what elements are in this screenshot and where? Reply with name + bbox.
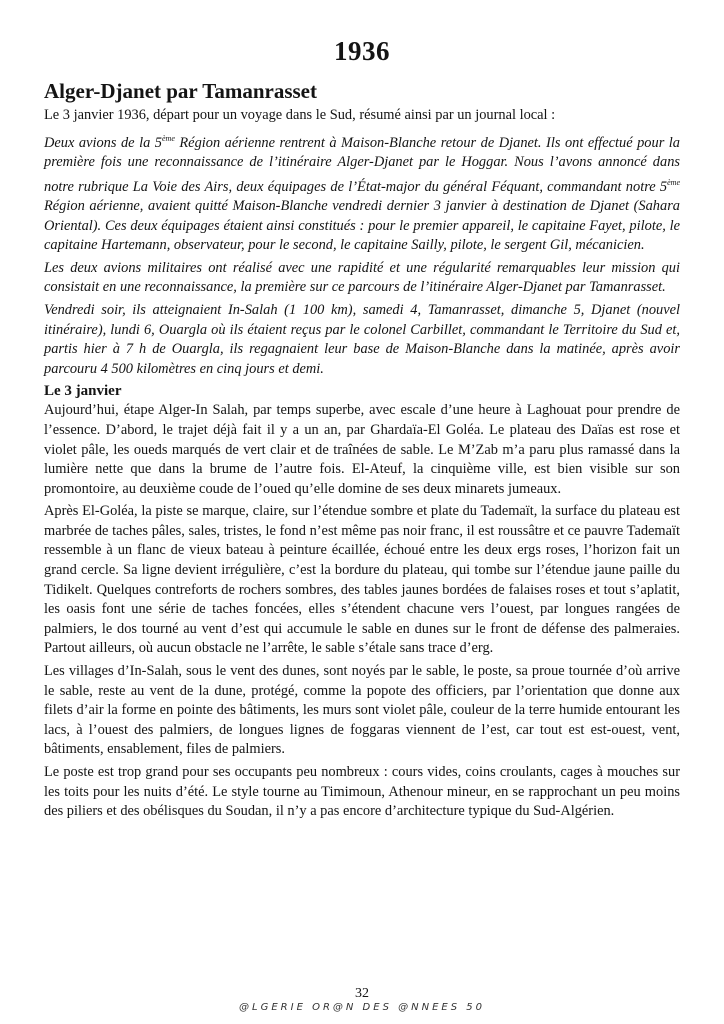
superscript-ordinal: ème bbox=[667, 177, 680, 187]
footer-book-title: @LGERIE OR@N DES @NNEES 50 bbox=[239, 1002, 485, 1013]
journal-quote-paragraph-1 bbox=[44, 129, 680, 256]
diary-paragraph: Les villages d’In-Salah, sous le vent des dunes, sont noyés par le sable, le poste, sa proue tournée d’où arrive le sable, reste au vent de la dune, protégé, comme la popote des officiers, par l’orientation que donne aux filets d’air la forme en pointe des bâtiments, les murs sont violet pâle, couleur de la terre humide entourant les lacs, à l’ouest des palmiers, de longues lignes de foggaras viennent de l’est, car tout est est-ouest, vent, bâtiments, ensablement, files de palmiers. bbox=[44, 663, 680, 758]
quote-text: Région aérienne rentrent à Maison-Blanche retour de Djanet. Ils ont effectué pour la première fois une reconnaissance de l’itinéraire Alger-Djanet par le Hoggar. Nous l’avons annoncé dans notre rubrique La Voie des Airs, deux équipages de l’État-major du général Féquant, commandant notre 5 bbox=[44, 134, 681, 195]
year-title: 1936 bbox=[334, 36, 390, 66]
diary-paragraph: Le poste est trop grand pour ses occupants peu nombreux : cours vides, coins croulants, cages à mouches sur les toits pour les nuits d’été. Le style tourne au Timimoun, Athenour mineur, en se rapprochant un peu moins des piliers et des obélisques du Soudan, il n’y a pas encore d’architecture typique du Sud-Algérien. bbox=[44, 764, 680, 820]
quote-text: Région aérienne, avaient quitté Maison-Blanche vendredi dernier 3 janvier à destination de Djanet (Sahara Oriental). Ces deux équipages étaient ainsi constitués : pour le premier appareil, le capitaine Fayet, pilote, le capitaine Hartemann, observateur, pour le second, le capitaine Sailly, pilote, le sergent Gil, mécanicien. bbox=[44, 197, 680, 254]
superscript-ordinal: ème bbox=[161, 133, 175, 143]
document-page bbox=[44, 36, 680, 822]
page-number: 32 bbox=[355, 986, 369, 1001]
section-title: Alger-Djanet par Tamanrasset bbox=[44, 79, 317, 103]
diary-date-heading: Le 3 janvier bbox=[44, 383, 122, 400]
journal-quote-paragraph-2: Les deux avions militaires ont réalisé avec une rapidité et une régularité remarquables leur mission qui consistait en une reconnaissance, la première sur ce parcours de l’itinéraire Alger-Djanet par Tamanrasset. bbox=[44, 259, 680, 296]
diary-paragraph: Aujourd’hui, étape Alger-In Salah, par temps superbe, avec escale d’une heure à Laghouat pour prendre de l’essence. D’abord, le trajet déjà fait il y a un an, par Ghardaïa-El Goléa. Le plateau des Daïas est rose et violet pâle, les oueds marqués de vert clair et de traînées de sable. Le M’Zab m’a paru plus ramassé dans la lumière nette que dans la brume de l’autre fois. El-Ateuf, la cinquième ville, est bien visible sur son promontoire, au deuxième coude de l’oued qu’elle domine de ses deux minarets jumeaux. bbox=[44, 402, 680, 497]
quote-text: Deux avions de la 5 bbox=[44, 134, 162, 151]
intro-paragraph: Le 3 janvier 1936, départ pour un voyage dans le Sud, résumé ainsi par un journal local : bbox=[44, 107, 556, 123]
diary-paragraph: Après El-Goléa, la piste se marque, claire, sur l’étendue sombre et plate du Tademaït, la surface du plateau est marbrée de taches pâles, sales, tristes, le fond n’est même pas noir franc, il est roussâtre et ce pauvre Tademaït ressemble à un flanc de vieux bateau à peinture écaillée, échoué entre les deux ergs roses, l’horizon fait un grand cercle. Sa ligne devient irrégulière, c’est la bordure du plateau, qui tombe sur l’étendue jaune paille du Tidikelt. Quelques contreforts de rochers sombres, des tables jaunes bordées de falaises roses et tout s’aplatit, les oasis font une série de taches foncées, elles s’étendent chacune vers l’ouest, par longues rangées de palmiers, le dos tourné au vent d’est qui accumule le sable en dunes sur le front de défense des palmeraies. Partout ailleurs, où aucun obstacle ne l’arrête, le sable s’étale sans trace d’erg. bbox=[44, 503, 680, 657]
journal-quote-paragraph-3: Vendredi soir, ils atteignaient In-Salah (1 100 km), samedi 4, Tamanrasset, dimanche 5, Djanet (nouvel itinéraire), lundi 6, Ouargla où ils étaient reçus par le colonel Carbillet, commandant le Territoire du Sud et, partis hier à 7 h de Ouargla, ils regagnaient leur base de Maison-Blanche dans la matinée, après avoir parcouru 4 500 kilomètres en cinq jours et demi. bbox=[44, 301, 680, 377]
